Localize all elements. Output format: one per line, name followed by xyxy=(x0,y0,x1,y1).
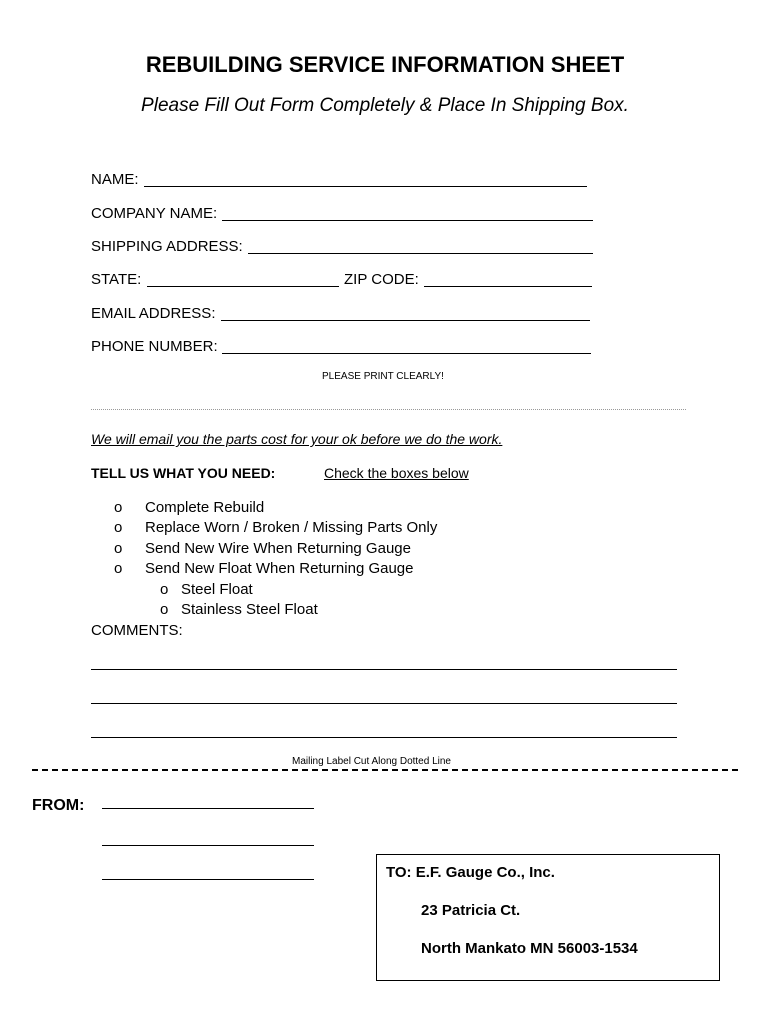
from-label: FROM: xyxy=(32,797,85,814)
needs-heading: TELL US WHAT YOU NEED: xyxy=(91,465,276,481)
to-address-box xyxy=(376,854,720,981)
checkbox-complete-rebuild[interactable]: o xyxy=(114,499,123,516)
to-line: TO: E.F. Gauge Co., Inc. xyxy=(386,864,555,881)
option-label: Replace Worn / Broken / Missing Parts Only xyxy=(145,519,438,536)
phone-number-label: PHONE NUMBER: xyxy=(91,338,218,355)
name-field[interactable] xyxy=(144,186,587,187)
checkbox-steel-float[interactable]: o xyxy=(160,581,169,598)
company-name-field[interactable] xyxy=(222,220,593,221)
print-notice: PLEASE PRINT CLEARLY! xyxy=(322,371,444,382)
to-city: North Mankato MN 56003-1534 xyxy=(421,940,638,957)
option-label: Send New Float When Returning Gauge xyxy=(145,560,414,577)
cut-line xyxy=(32,769,738,771)
email-address-label: EMAIL ADDRESS: xyxy=(91,305,216,322)
from-line-1[interactable] xyxy=(102,808,314,809)
comments-line[interactable] xyxy=(91,703,677,704)
checkbox-replace-parts[interactable]: o xyxy=(114,519,123,536)
comments-label: COMMENTS: xyxy=(91,622,183,639)
option-label: Send New Wire When Returning Gauge xyxy=(145,540,411,557)
phone-number-field[interactable] xyxy=(222,353,591,354)
email-address-field[interactable] xyxy=(221,320,590,321)
cut-note: Mailing Label Cut Along Dotted Line xyxy=(292,756,451,767)
name-label: NAME: xyxy=(91,171,139,188)
email-note: We will email you the parts cost for your ok before we do the work. xyxy=(91,431,503,447)
page-title: REBUILDING SERVICE INFORMATION SHEET xyxy=(145,52,625,77)
needs-instruction: Check the boxes below xyxy=(324,465,469,481)
checkbox-new-wire[interactable]: o xyxy=(114,540,123,557)
from-line-2[interactable] xyxy=(102,845,314,846)
zip-code-field[interactable] xyxy=(424,286,592,287)
state-label: STATE: xyxy=(91,271,142,288)
zip-code-label: ZIP CODE: xyxy=(344,271,419,288)
to-street: 23 Patricia Ct. xyxy=(421,902,521,919)
state-field[interactable] xyxy=(147,286,339,287)
page-subtitle: Please Fill Out Form Completely & Place In Shipping Box. xyxy=(141,95,629,116)
section-divider xyxy=(91,409,686,410)
shipping-address-label: SHIPPING ADDRESS: xyxy=(91,238,243,255)
sub-option-label: Steel Float xyxy=(181,581,253,598)
checkbox-new-float[interactable]: o xyxy=(114,560,123,577)
sub-option-label: Stainless Steel Float xyxy=(181,601,318,618)
comments-line[interactable] xyxy=(91,737,677,738)
option-label: Complete Rebuild xyxy=(145,499,265,516)
shipping-address-field[interactable] xyxy=(248,253,593,254)
checkbox-stainless-steel-float[interactable]: o xyxy=(160,601,169,618)
from-line-3[interactable] xyxy=(102,879,314,880)
company-name-label: COMPANY NAME: xyxy=(91,205,218,222)
comments-line[interactable] xyxy=(91,669,677,670)
